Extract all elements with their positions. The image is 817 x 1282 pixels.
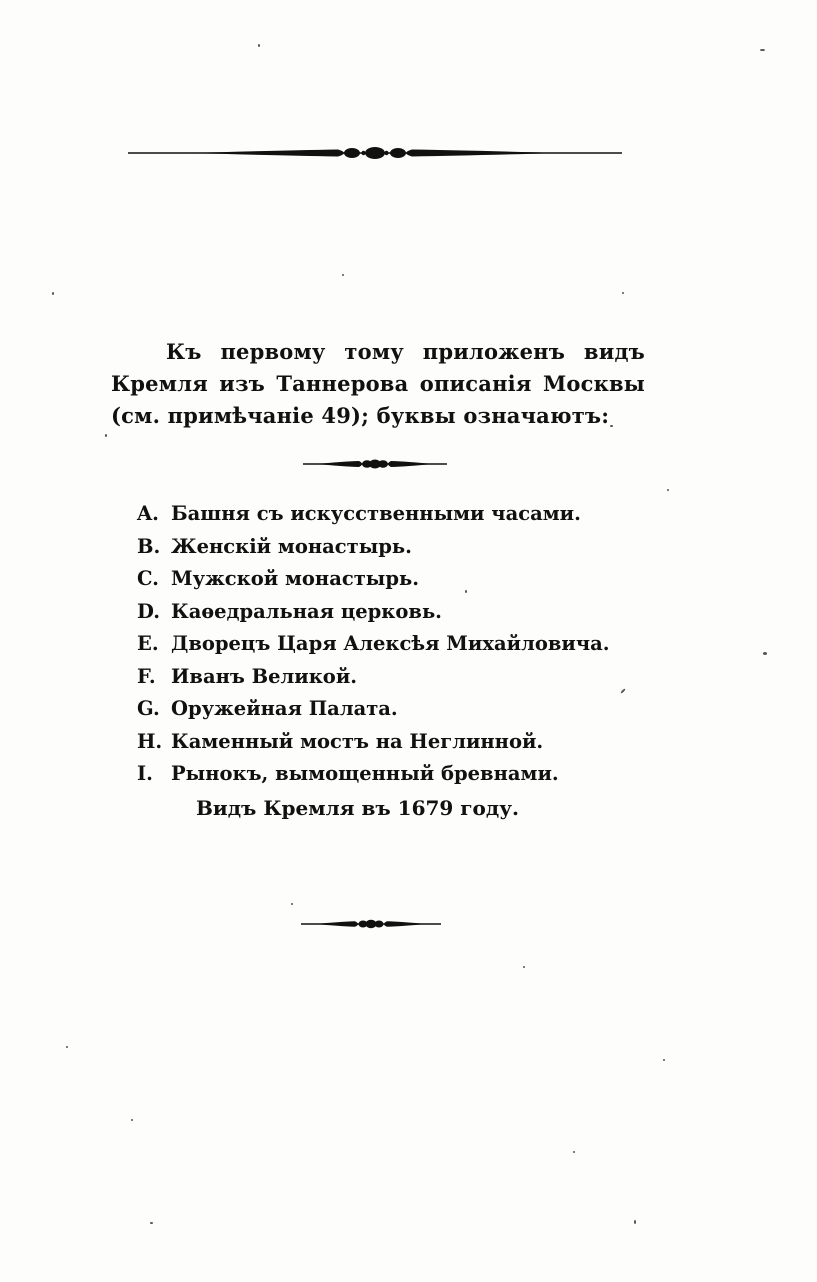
paper-speck — [610, 425, 613, 427]
legend-label: Иванъ Великой. — [171, 664, 358, 688]
legend-item-g — [137, 693, 610, 726]
middle-ornament-rule — [303, 456, 447, 472]
legend-letter: A. — [137, 502, 159, 525]
bottom-ornament-rule — [301, 916, 441, 932]
paper-speck — [763, 652, 767, 655]
legend-item-b — [137, 531, 610, 564]
legend-letter: F. — [137, 664, 156, 688]
paper-speck — [622, 292, 624, 294]
legend-item-h — [137, 726, 610, 759]
legend-item-i — [137, 758, 610, 791]
legend-letter: G. — [137, 697, 160, 720]
paper-speck — [663, 1059, 665, 1061]
paper-speck — [105, 434, 107, 437]
legend-item-f — [137, 661, 610, 694]
paper-speck — [258, 44, 260, 47]
paper-speck — [667, 489, 669, 491]
legend-letter: H. — [137, 729, 163, 753]
paper-speck — [634, 1220, 636, 1224]
legend-letter: C. — [137, 567, 159, 590]
legend-letter: D. — [137, 599, 161, 623]
legend-label: Каѳедральная церковь. — [171, 599, 442, 623]
legend-label: Каменный мостъ на Неглинной. — [171, 729, 544, 753]
paper-speck — [342, 274, 344, 276]
paper-speck — [66, 1046, 68, 1048]
intro-paragraph: Къ первому тому приложенъ видъ Кремля изъ Таннерова описанія Москвы (см. примѣчаніе 49); буквы означаютъ: — [111, 339, 645, 428]
paper-speck — [150, 1222, 153, 1224]
legend-letter: B. — [137, 534, 161, 558]
legend-label: Женскій монастырь. — [171, 534, 412, 558]
paper-speck — [52, 292, 54, 295]
paper-speck — [291, 903, 293, 905]
legend-label: Рынокъ, вымощенный бревнами. — [171, 762, 559, 785]
legend-item-a — [137, 498, 610, 531]
paper-speck — [620, 688, 626, 694]
paper-speck — [465, 590, 467, 593]
legend-letter: E. — [137, 632, 159, 655]
legend-item-c — [137, 563, 610, 596]
legend-label: Башня съ искусственными часами. — [171, 502, 581, 525]
legend-label: Дворецъ Царя Алексѣя Михайловича. — [171, 632, 610, 655]
paper-speck — [131, 1119, 133, 1121]
paper-speck — [760, 49, 765, 51]
figure-caption: Видъ Кремля въ 1679 году. — [195, 796, 519, 820]
paper-speck — [523, 966, 525, 968]
legend-label: Оружейная Палата. — [171, 697, 398, 720]
top-ornament-rule — [128, 141, 622, 165]
legend-item-d — [137, 596, 610, 629]
legend-list — [137, 498, 610, 791]
paper-speck — [573, 1151, 575, 1153]
legend-letter: I. — [137, 762, 153, 785]
legend-label: Мужской монастырь. — [171, 567, 419, 590]
legend-item-e — [137, 628, 610, 661]
